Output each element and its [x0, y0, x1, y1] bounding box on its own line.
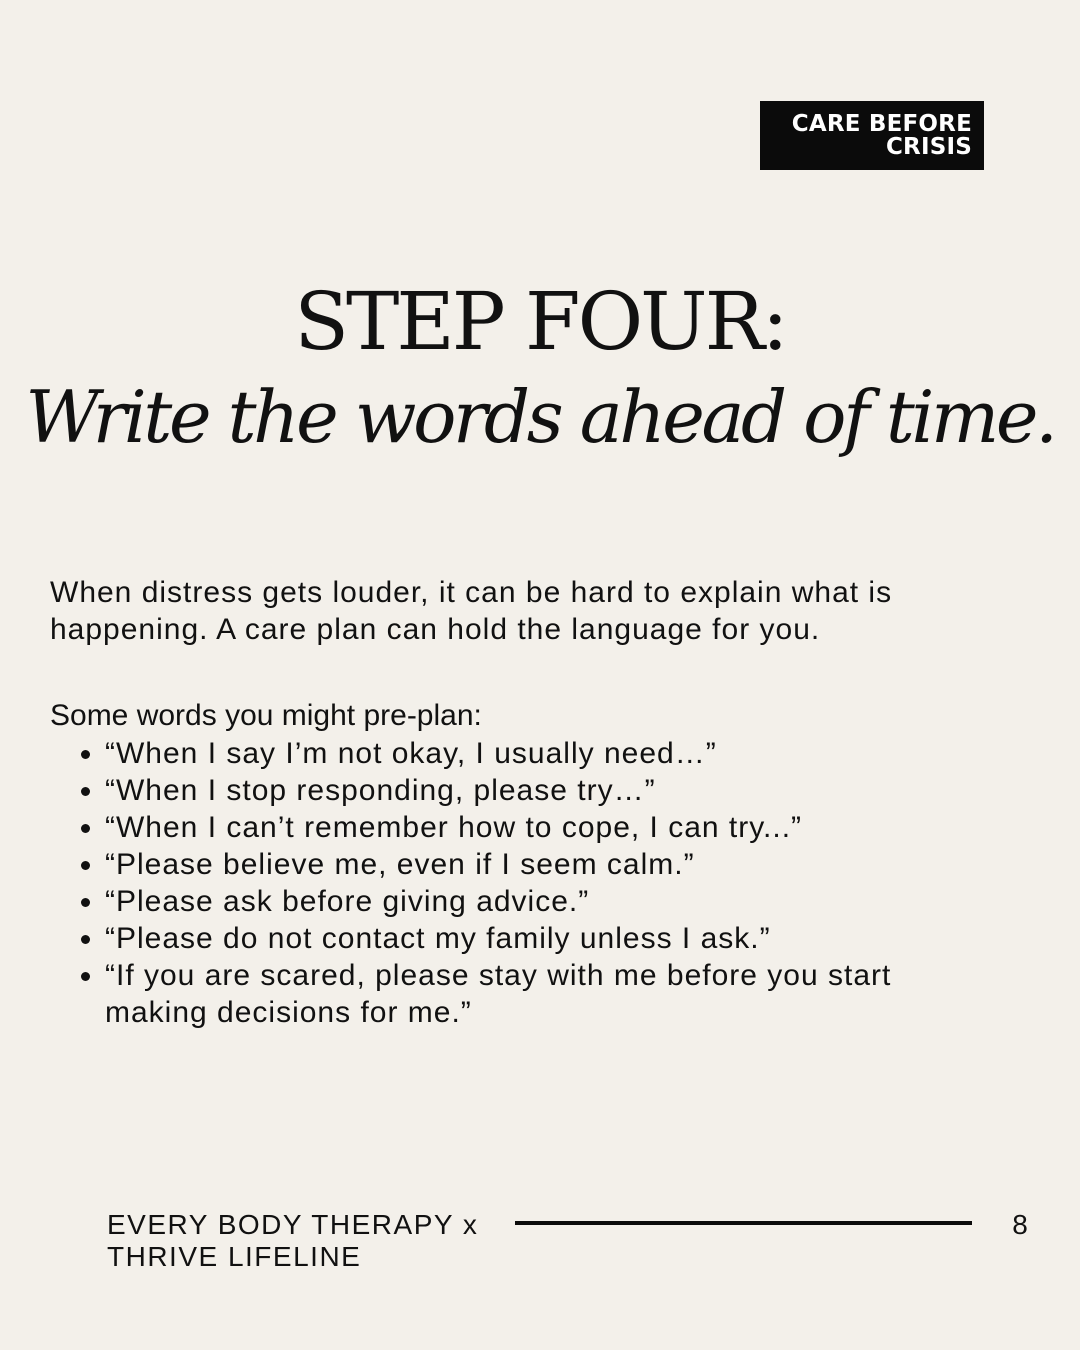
badge-line-1: CARE BEFORE — [791, 111, 972, 137]
footer-org-line-1: EVERY BODY THERAPY x — [107, 1209, 479, 1240]
intro-paragraph: When distress gets louder, it can be hard to explain what is happening. A care plan can hold the language for you. — [50, 576, 893, 646]
badge-line-2: CRISIS — [885, 134, 972, 160]
footer-divider — [515, 1221, 972, 1225]
footer-org-line-2: THRIVE LIFELINE — [107, 1241, 362, 1272]
list-item: • “If you are scared, please stay with me before you start making decisions for me.” — [105, 957, 990, 1031]
list-item: • “Please believe me, even if I seem calm.” — [105, 846, 990, 883]
footer-organization — [107, 1209, 478, 1273]
list-item: • “When I say I’m not okay, I usually need…” — [105, 735, 990, 772]
page-title: STEP FOUR: — [294, 275, 786, 368]
list-item: • “Please do not contact my family unless I ask.” — [105, 920, 990, 957]
page-number: 8 — [1012, 1209, 1028, 1240]
list-item: • “When I can’t remember how to cope, I can try...” — [105, 809, 990, 846]
list-item: • “Please ask before giving advice.” — [105, 883, 990, 920]
list-heading: Some words you might pre-plan: — [50, 699, 482, 732]
page-subtitle: Write the words ahead of time. — [25, 375, 1055, 459]
care-before-crisis-badge — [760, 101, 984, 170]
list-item: • “When I stop responding, please try…” — [105, 772, 990, 809]
pre-plan-words-list — [50, 735, 990, 1031]
